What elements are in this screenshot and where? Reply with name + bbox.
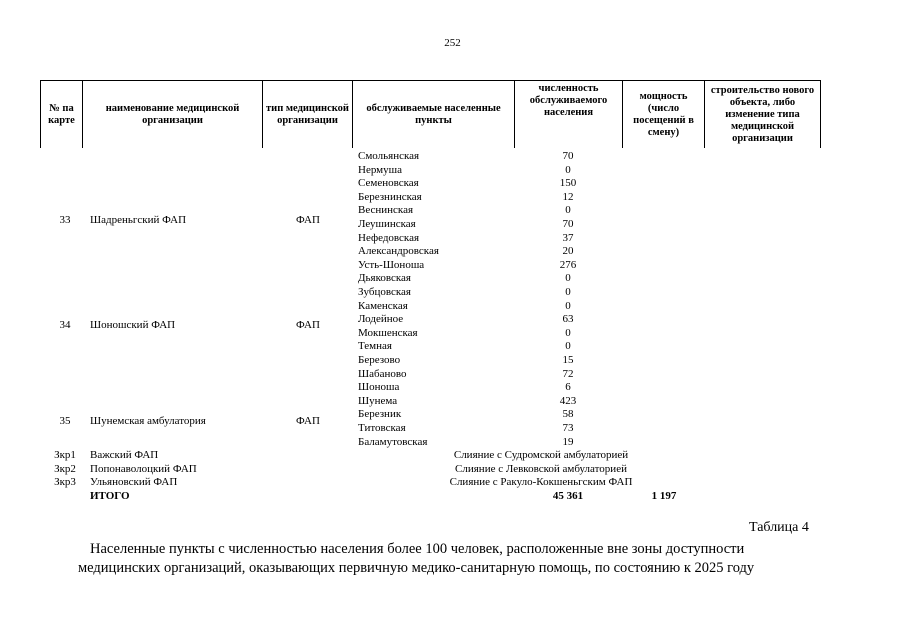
table-label: Таблица 4 xyxy=(749,520,809,535)
closed-org-name: Важский ФАП xyxy=(90,449,159,461)
locality-population: 63 xyxy=(562,313,574,326)
locality-name: Зубцовская xyxy=(358,286,411,298)
header-population: численность обслуживаемого населения xyxy=(529,83,608,118)
header-name: наименование медицинской организации xyxy=(105,102,240,126)
locality-name: Семеновская xyxy=(358,177,419,190)
locality-population: 58 xyxy=(562,408,574,421)
locality-name: Усть-Шоноша xyxy=(358,258,425,271)
locality-population: 19 xyxy=(562,435,574,448)
locality-population: 37 xyxy=(562,231,574,244)
locality-population: 70 xyxy=(562,150,574,162)
locality-population: 73 xyxy=(562,422,574,434)
locality-population: 0 xyxy=(565,286,571,298)
locality-name: Нермуша xyxy=(358,163,402,176)
locality-population: 6 xyxy=(565,381,571,394)
total-population: 45 361 xyxy=(552,490,584,502)
merge-note: Слияние с Ракуло-Кокшеньгским ФАП xyxy=(449,476,633,489)
closed-org-name: Попонаволоцкий ФАП xyxy=(90,462,197,475)
locality-name: Титовская xyxy=(358,422,406,434)
locality-population: 12 xyxy=(562,190,574,203)
locality-population: 0 xyxy=(565,326,571,339)
closed-org-number: Зкр1 xyxy=(54,449,76,461)
locality-population: 20 xyxy=(562,245,574,258)
merge-note: Слияние с Левковской амбулаторией xyxy=(455,462,627,475)
caption-line-2: медицинских организаций, оказывающих первичную медико-санитарную помощь, по состоянию к 2025 году xyxy=(78,560,755,576)
locality-population: 72 xyxy=(562,367,574,380)
locality-name: Веснинская xyxy=(358,204,414,217)
locality-name: Лодейное xyxy=(358,313,404,326)
locality-population: 15 xyxy=(562,354,574,366)
locality-name: Леушинская xyxy=(358,218,416,230)
total-capacity: 1 197 xyxy=(651,490,677,502)
locality-population: 0 xyxy=(565,299,571,312)
locality-name: Смольянская xyxy=(358,150,420,162)
caption-line-1: Населенные пункты с численностью населения более 100 человек, расположенные вне зоны доступности xyxy=(90,541,745,557)
table-header xyxy=(40,80,820,148)
closed-org-number: Зкр2 xyxy=(54,462,76,475)
locality-name: Баламутовская xyxy=(358,435,428,448)
locality-population: 0 xyxy=(565,340,571,353)
header-capacity: мощность (число посещений в смену) xyxy=(633,90,694,138)
total-label: ИТОГО xyxy=(90,490,130,502)
org-name: Шадреньгский ФАП xyxy=(90,214,187,226)
locality-name: Шоноша xyxy=(358,381,400,394)
locality-name: Березнинская xyxy=(358,190,422,203)
org-number: 33 xyxy=(59,214,71,226)
locality-population: 150 xyxy=(559,177,577,190)
closed-org-name: Ульяновский ФАП xyxy=(90,476,178,489)
org-type: ФАП xyxy=(296,319,320,331)
header-num: № па карте xyxy=(48,102,75,126)
locality-name: Березник xyxy=(358,408,402,421)
locality-name: Мокшенская xyxy=(358,326,418,339)
org-type: ФАП xyxy=(296,415,320,427)
org-number: 35 xyxy=(59,415,71,427)
org-type: ФАП xyxy=(296,214,320,226)
locality-name: Шунема xyxy=(358,394,398,407)
page-number: 252 xyxy=(444,37,461,49)
locality-name: Каменская xyxy=(358,299,408,312)
locality-name: Темная xyxy=(358,340,392,353)
locality-name: Шабаново xyxy=(358,367,407,380)
locality-population: 0 xyxy=(565,272,571,285)
locality-population: 0 xyxy=(565,163,571,176)
locality-population: 70 xyxy=(562,218,574,230)
locality-name: Нефедовская xyxy=(358,231,420,244)
locality-population: 423 xyxy=(559,394,577,407)
closed-org-number: Зкр3 xyxy=(54,476,76,489)
locality-name: Александровская xyxy=(358,245,439,258)
locality-population: 0 xyxy=(565,204,571,217)
merge-note: Слияние с Судромской амбулаторией xyxy=(453,449,629,461)
locality-population: 276 xyxy=(559,258,577,271)
locality-name: Дьяковская xyxy=(358,272,411,285)
header-construction: строительство нового объекта, либо изменение типа медицинской организации xyxy=(710,84,815,144)
header-type: тип медицинской организации xyxy=(266,102,349,126)
table-caption xyxy=(78,540,818,578)
org-name: Шоношский ФАП xyxy=(90,319,176,331)
org-number: 34 xyxy=(59,319,71,331)
header-localities: обслуживаемые населенные пункты xyxy=(366,102,501,126)
org-name: Шунемская амбулатория xyxy=(90,415,206,427)
locality-name: Березово xyxy=(358,354,401,366)
column-divider xyxy=(820,80,821,148)
